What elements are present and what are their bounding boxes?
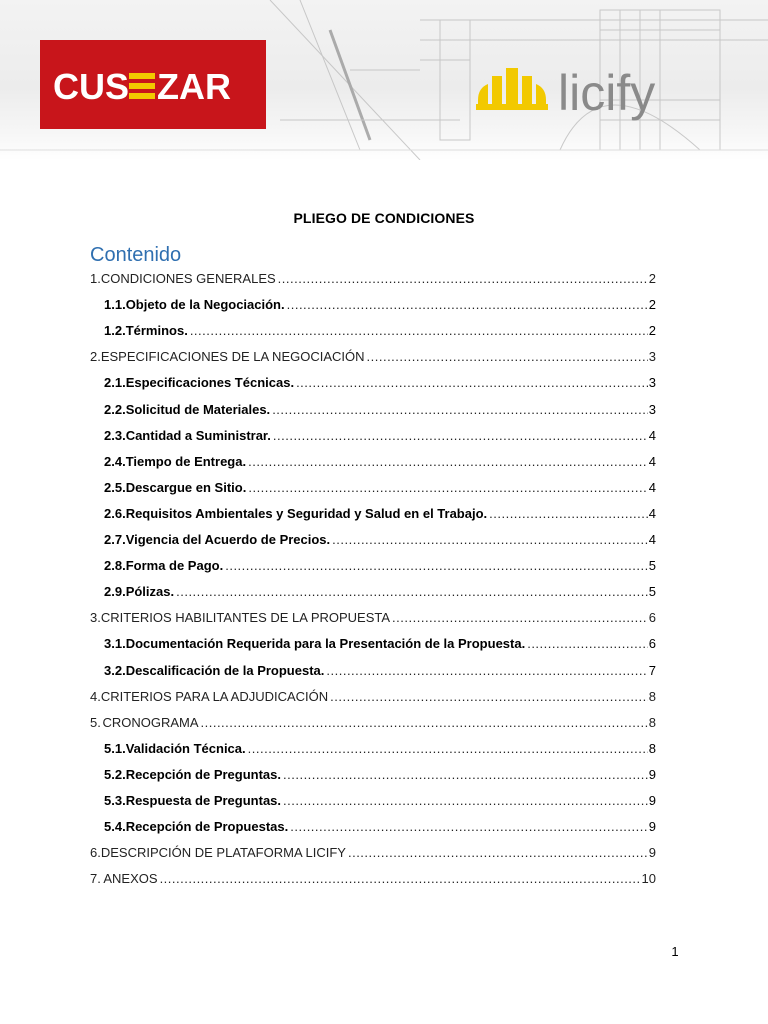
toc-dot-leader bbox=[273, 428, 648, 443]
toc-dot-leader bbox=[283, 767, 648, 782]
toc-entry-title: Pólizas. bbox=[125, 584, 175, 600]
toc-dot-leader bbox=[248, 454, 648, 469]
toc-entry-title: Validación Técnica. bbox=[125, 740, 246, 756]
toc-entry-page: 5 bbox=[648, 584, 656, 600]
toc-entry-title: Documentación Requerida para la Presentación de la Propuesta. bbox=[125, 636, 526, 652]
toc-entry-number: 2.9. bbox=[104, 584, 126, 600]
toc-entry-title: CONDICIONES GENERALES bbox=[100, 271, 276, 286]
page-number: 1 bbox=[671, 944, 679, 959]
toc-dot-leader bbox=[225, 558, 648, 573]
toc-entry-number: 2.5. bbox=[104, 479, 126, 495]
toc-entry-page: 3 bbox=[648, 349, 656, 365]
toc-entry-title: Especificaciones Técnicas. bbox=[125, 375, 295, 391]
toc-dot-leader bbox=[290, 819, 648, 834]
toc-entry-number: 5. bbox=[90, 714, 101, 730]
toc-entry[interactable] bbox=[90, 271, 656, 291]
toc-entry[interactable] bbox=[104, 741, 656, 761]
toc-entry[interactable] bbox=[104, 480, 656, 500]
toc-dot-leader bbox=[160, 871, 641, 886]
toc-entry-page: 9 bbox=[648, 845, 656, 861]
toc-dot-leader bbox=[201, 715, 648, 730]
toc-entry-page: 9 bbox=[648, 766, 656, 782]
toc-entry-page: 2 bbox=[648, 323, 656, 339]
svg-text:ZAR: ZAR bbox=[157, 65, 231, 105]
toc-dot-leader bbox=[190, 323, 648, 338]
toc-entry-title: CRONOGRAMA bbox=[102, 714, 199, 730]
toc-entry[interactable] bbox=[104, 819, 656, 839]
toc-entry-page: 8 bbox=[648, 714, 656, 730]
toc-entry-page: 7 bbox=[648, 662, 656, 678]
toc-entry-page: 8 bbox=[648, 688, 656, 704]
toc-entry[interactable] bbox=[104, 584, 656, 604]
document-title: PLIEGO DE CONDICIONES bbox=[293, 210, 475, 226]
toc-entry-title: Descargue en Sitio. bbox=[125, 479, 247, 495]
toc-entry-title: Cantidad a Suministrar. bbox=[125, 427, 271, 443]
toc-entry-page: 4 bbox=[648, 505, 656, 521]
toc-dot-leader bbox=[330, 689, 648, 704]
toc-entry-page: 2 bbox=[648, 297, 656, 313]
toc-entry-title: ANEXOS bbox=[103, 871, 158, 887]
svg-text:licify: licify bbox=[558, 65, 656, 121]
toc-entry[interactable] bbox=[104, 297, 656, 317]
toc-entry-page: 10 bbox=[641, 871, 656, 887]
toc-entry-title: Vigencia del Acuerdo de Precios. bbox=[125, 532, 331, 547]
toc-entry-number: 2. bbox=[90, 349, 101, 365]
toc-dot-leader bbox=[326, 663, 647, 678]
toc-dot-leader bbox=[287, 297, 648, 312]
toc-entry[interactable] bbox=[90, 871, 656, 891]
toc-entry[interactable] bbox=[90, 610, 656, 630]
toc-entry-title: Descalificación de la Propuesta. bbox=[125, 662, 325, 678]
toc-entry-page: 4 bbox=[648, 427, 656, 443]
header-banner bbox=[0, 0, 768, 160]
toc-entry-title: Términos. bbox=[125, 323, 188, 339]
toc-entry[interactable] bbox=[90, 349, 656, 369]
toc-entry-number: 2.8. bbox=[104, 558, 126, 574]
toc-entry-number: 3.2. bbox=[104, 662, 126, 678]
toc-entry[interactable] bbox=[104, 767, 656, 787]
toc-entry[interactable] bbox=[90, 715, 656, 735]
toc-entry[interactable] bbox=[104, 636, 656, 656]
toc-entry-title: Recepción de Preguntas. bbox=[125, 766, 282, 782]
toc-entry-number: 2.6. bbox=[104, 505, 126, 521]
toc-entry-page: 8 bbox=[648, 740, 656, 756]
toc-dot-leader bbox=[278, 271, 648, 286]
toc-dot-leader bbox=[296, 375, 648, 390]
toc-entry[interactable] bbox=[104, 375, 656, 395]
toc-entry-number: 2.7. bbox=[104, 532, 126, 547]
toc-entry-number: 7. bbox=[90, 871, 101, 887]
toc-entry-number: 3.1. bbox=[104, 636, 126, 652]
toc-dot-leader bbox=[248, 480, 647, 495]
toc-entry-page: 3 bbox=[648, 375, 656, 391]
toc-entry-title: Respuesta de Preguntas. bbox=[125, 793, 282, 808]
toc-entry-page: 4 bbox=[648, 479, 656, 495]
svg-text:CUS: CUS bbox=[53, 65, 130, 105]
toc-entry[interactable] bbox=[104, 506, 656, 526]
toc-entry-number: 3. bbox=[90, 610, 101, 626]
toc-entry-title: Tiempo de Entrega. bbox=[125, 453, 247, 469]
toc-entry[interactable] bbox=[90, 689, 656, 709]
toc-entry-page: 4 bbox=[648, 453, 656, 469]
toc-entry[interactable] bbox=[104, 793, 656, 813]
toc-entry-number: 2.4. bbox=[104, 453, 126, 469]
toc-dot-leader bbox=[348, 845, 648, 860]
toc-entry-title: CRITERIOS PARA LA ADJUDICACIÓN bbox=[100, 688, 329, 704]
toc-entry-page: 6 bbox=[648, 610, 656, 626]
toc-entry-title: Requisitos Ambientales y Seguridad y Salud en el Trabajo. bbox=[125, 505, 488, 521]
toc-entry-title: Solicitud de Materiales. bbox=[125, 401, 271, 417]
toc-entry-page: 5 bbox=[648, 558, 656, 574]
cusezar-logo bbox=[40, 40, 266, 129]
toc-dot-leader bbox=[248, 741, 648, 756]
toc-entry-title: ESPECIFICACIONES DE LA NEGOCIACIÓN bbox=[100, 349, 365, 365]
toc-entry-title: Forma de Pago. bbox=[125, 558, 224, 574]
toc-entry-number: 5.1. bbox=[104, 740, 126, 756]
toc-entry-number: 1.1. bbox=[104, 297, 126, 313]
toc-entry-title: CRITERIOS HABILITANTES DE LA PROPUESTA bbox=[100, 610, 391, 626]
toc-entry-page: 2 bbox=[648, 271, 656, 286]
toc-entry-page: 6 bbox=[648, 636, 656, 652]
toc-entry[interactable] bbox=[104, 532, 656, 552]
toc-entry-number: 5.3. bbox=[104, 793, 126, 808]
toc-entry-number: 4. bbox=[90, 688, 101, 704]
toc-dot-leader bbox=[527, 636, 648, 651]
toc-entry[interactable] bbox=[104, 558, 656, 578]
toc-entry-number: 2.3. bbox=[104, 427, 126, 443]
toc-entry[interactable] bbox=[104, 428, 656, 448]
toc-entry-title: DESCRIPCIÓN DE PLATAFORMA LICIFY bbox=[100, 845, 346, 861]
toc-entry[interactable] bbox=[104, 454, 656, 474]
toc-heading: Contenido bbox=[90, 244, 182, 266]
toc-entry-number: 1.2. bbox=[104, 323, 126, 339]
licify-logo bbox=[474, 60, 714, 132]
toc-entry-number: 5.4. bbox=[104, 819, 126, 835]
toc-dot-leader bbox=[489, 506, 648, 521]
toc-entry-number: 2.1. bbox=[104, 375, 126, 391]
toc-entry-page: 9 bbox=[648, 793, 656, 808]
toc-entry[interactable] bbox=[104, 663, 656, 683]
toc-entry-title: Recepción de Propuestas. bbox=[125, 819, 289, 835]
toc-entry-page: 4 bbox=[648, 532, 656, 547]
toc-entry[interactable] bbox=[90, 845, 656, 865]
toc-dot-leader bbox=[367, 349, 648, 364]
toc-dot-leader bbox=[332, 532, 648, 547]
toc-dot-leader bbox=[283, 793, 648, 808]
toc-entry-page: 9 bbox=[648, 819, 656, 835]
toc-entry[interactable] bbox=[104, 402, 656, 422]
toc-entry-page: 3 bbox=[648, 401, 656, 417]
toc-entry-title: Objeto de la Negociación. bbox=[125, 297, 285, 313]
toc-dot-leader bbox=[176, 584, 648, 599]
toc-entry-number: 6. bbox=[90, 845, 101, 861]
toc-dot-leader bbox=[272, 402, 648, 417]
toc-dot-leader bbox=[392, 610, 648, 625]
toc-entry-number: 1. bbox=[90, 271, 101, 286]
toc-entry-number: 2.2. bbox=[104, 401, 126, 417]
toc-entry[interactable] bbox=[104, 323, 656, 343]
toc-entry-number: 5.2. bbox=[104, 766, 126, 782]
